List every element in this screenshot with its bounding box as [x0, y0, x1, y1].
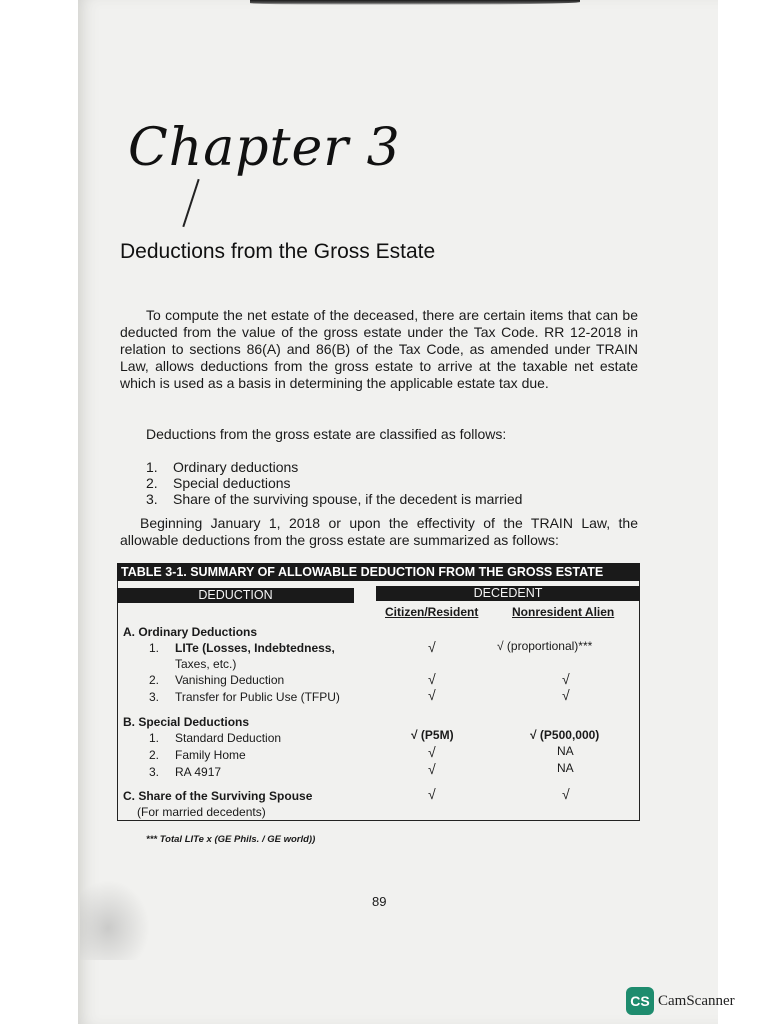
- intro-paragraph: To compute the net estate of the deceased, there are certain items that can be deducted from the value of the gross estate under the Tax Code. RR 12-2018 in relation to sections 86(A) and 86(B) of the Tax Code, as amended under TRAIN Law, allows deductions from the gross estate to arrive at the taxable net estate which is used as a basis in determining the applicable estate tax due.: [120, 307, 638, 391]
- list-item-text: Special deductions: [173, 475, 291, 491]
- list-item: [146, 475, 522, 491]
- decedent-column-header: DECEDENT: [376, 586, 640, 601]
- row-label-continued: Taxes, etc.): [175, 657, 237, 671]
- row-label: RA 4917: [175, 765, 222, 779]
- list-item: [146, 491, 522, 507]
- classification-paragraph: Deductions from the gross estate are classified as follows:: [146, 426, 507, 442]
- row-label: Transfer for Public Use (TFPU): [175, 690, 340, 704]
- section-c-note: (For married decedents): [137, 805, 266, 819]
- row-label: Vanishing Deduction: [175, 673, 285, 687]
- row-number: 3.: [149, 690, 160, 704]
- row-number: 1.: [149, 641, 160, 655]
- section-c-label: C. Share of the Surviving Spouse: [123, 789, 313, 803]
- citizen-value: √ (P5M): [411, 728, 454, 742]
- table-footnote: *** Total LITe x (GE Phils. / GE world)): [146, 834, 316, 845]
- checkmark: √: [562, 786, 570, 802]
- row-label-text: LITe (Losses, Indebtedness,: [175, 641, 335, 655]
- list-item-text: Ordinary deductions: [173, 459, 299, 475]
- checkmark: √: [428, 744, 436, 760]
- nonresident-alien-header: Nonresident Alien: [512, 605, 615, 619]
- summary-intro-paragraph: Beginning January 1, 2018 or upon the effectivity of the TRAIN Law, the allowable deductions from the gross estate are summarized as follows:: [120, 515, 638, 548]
- chapter-heading: Chapter 3: [128, 118, 401, 178]
- checkmark: √: [428, 639, 436, 655]
- deduction-column-header: DEDUCTION: [117, 588, 354, 603]
- list-item: [146, 459, 522, 475]
- checkmark: √: [428, 786, 436, 802]
- section-title: Deductions from the Gross Estate: [120, 240, 436, 263]
- table-border-bottom: [117, 820, 640, 821]
- checkmark: √: [428, 687, 436, 703]
- nonresident-value: √ (proportional)***: [497, 639, 593, 653]
- row-number: 1.: [149, 731, 160, 745]
- section-a-label: A. Ordinary Deductions: [123, 625, 258, 639]
- row-label: [175, 641, 335, 655]
- checkmark: √: [428, 671, 436, 687]
- page-smudge: [80, 880, 150, 960]
- list-item-number: 1.: [146, 459, 158, 475]
- list-item-text: Share of the surviving spouse, if the decedent is married: [173, 491, 523, 507]
- table-border-right: [639, 581, 640, 821]
- table-title: TABLE 3-1. SUMMARY OF ALLOWABLE DEDUCTION FROM THE GROSS ESTATE: [117, 563, 640, 581]
- camscanner-watermark: [626, 987, 735, 1015]
- row-label: Standard Deduction: [175, 731, 282, 745]
- classification-list: [146, 459, 522, 507]
- nonresident-value: √ (P500,000): [530, 728, 600, 742]
- list-item-number: 3.: [146, 491, 158, 507]
- row-number: 2.: [149, 748, 160, 762]
- camscanner-logo-icon: CS: [626, 987, 654, 1015]
- page-number: 89: [372, 894, 387, 909]
- camscanner-label: CamScanner: [658, 992, 735, 1009]
- row-number: 2.: [149, 673, 160, 687]
- nonresident-value: NA: [557, 761, 574, 775]
- nonresident-value: NA: [557, 744, 574, 758]
- deductions-summary-table: [117, 563, 640, 821]
- checkmark: √: [562, 687, 570, 703]
- citizen-resident-header: Citizen/Resident: [385, 605, 479, 619]
- list-item-number: 2.: [146, 475, 158, 491]
- checkmark: √: [562, 671, 570, 687]
- checkmark: √: [428, 761, 436, 777]
- table-border-left: [117, 581, 118, 821]
- section-b-label: B. Special Deductions: [123, 715, 250, 729]
- row-label: Family Home: [175, 748, 246, 762]
- row-number: 3.: [149, 765, 160, 779]
